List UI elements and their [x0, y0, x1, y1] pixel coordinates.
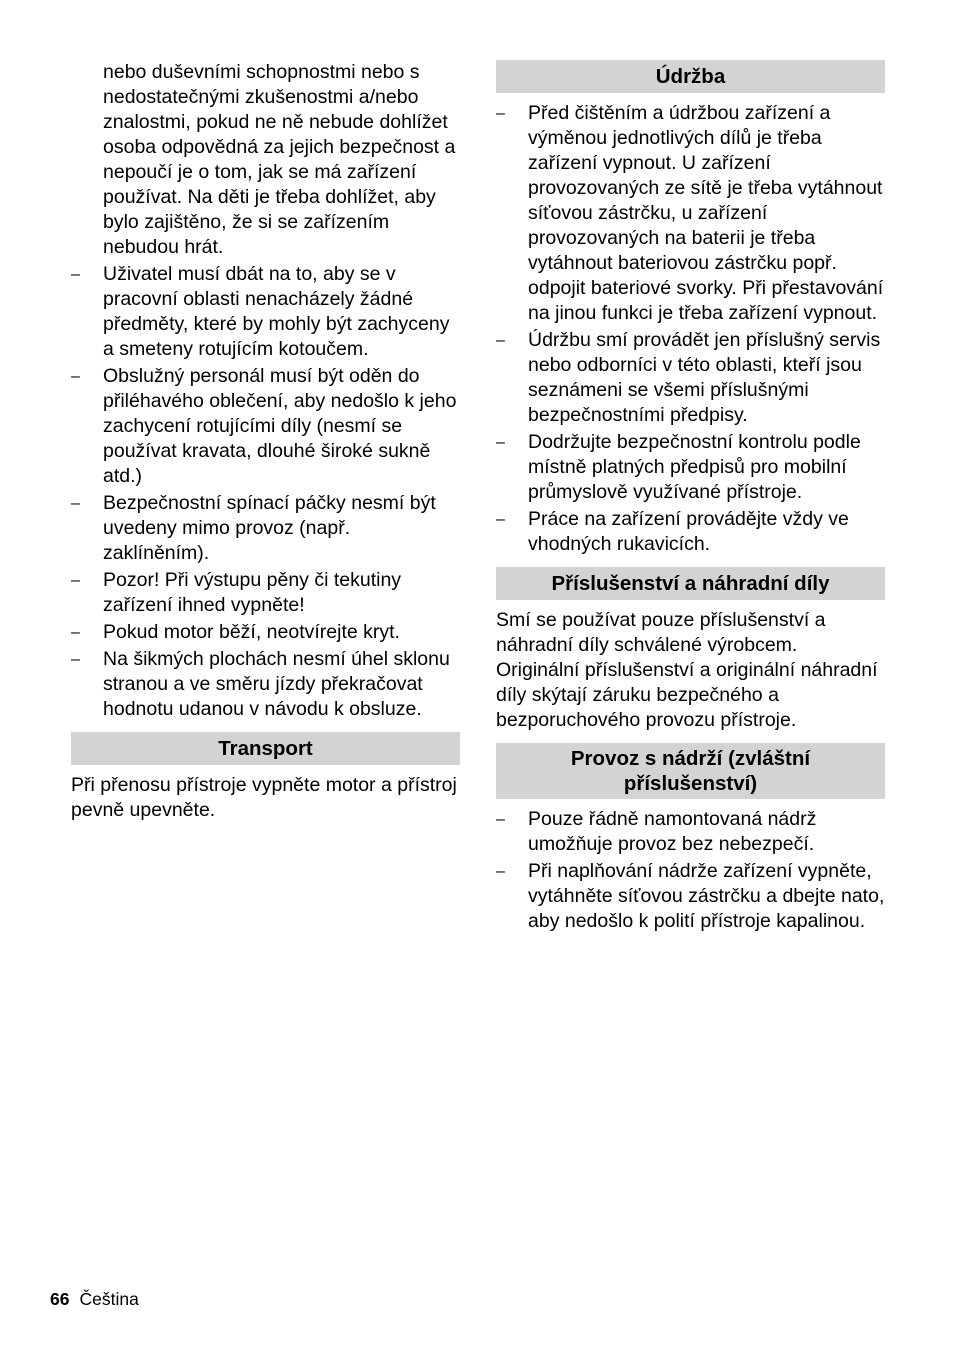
transport-heading: Transport — [71, 732, 460, 765]
list-item-text: Práce na zařízení provádějte vždy ve vhodných rukavicích. — [528, 508, 849, 555]
bullet-dash: – — [71, 495, 80, 512]
tank-list — [496, 807, 885, 934]
page-number: 66 — [50, 1289, 70, 1309]
page-footer — [50, 1288, 139, 1310]
list-item — [71, 620, 460, 645]
bullet-dash: – — [71, 624, 80, 641]
list-item-text: Na šikmých plochách nesmí úhel sklonu stranou a ve směru jízdy překračovat hodnotu udanou v návodu k obsluze. — [103, 648, 450, 720]
maintenance-heading: Údržba — [496, 60, 885, 93]
list-item-text: Pouze řádně namontovaná nádrž umožňuje provoz bez nebezpečí. — [528, 808, 817, 855]
list-item — [71, 568, 460, 618]
list-item — [496, 859, 885, 934]
bullet-dash: – — [496, 105, 505, 122]
safety-list — [71, 262, 460, 722]
bullet-dash: – — [496, 332, 505, 349]
continuation-paragraph: nebo duševními schopnostmi nebo s nedostatečnými zkušenostmi a/nebo znalostmi, pokud ne ně nebude dohlížet osoba odpovědná za jejich bezpečnost a nepoučí je o tom, jak se má zařízení používat. Na děti je třeba dohlížet, aby bylo zajištěno, že si se zařízením nebudou hrát. — [103, 61, 456, 258]
maintenance-list — [496, 101, 885, 557]
accessories-paragraph: Smí se používat pouze příslušenství a náhradní díly schválené výrobcem. Originální příslušenství a originální náhradní díly skýtají záruku bezpečného a bezporuchového provozu přístroje. — [496, 609, 878, 731]
bullet-dash: – — [71, 368, 80, 385]
bullet-dash: – — [71, 266, 80, 283]
transport-paragraph: Při přenosu přístroje vypněte motor a přístroj pevně upevněte. — [71, 774, 457, 821]
list-item — [71, 364, 460, 489]
bullet-dash: – — [496, 434, 505, 451]
list-item-text: Před čištěním a údržbou zařízení a výměnou jednotlivých dílů je třeba zařízení vypnout. U zařízení provozovaných ze sítě je třeba vytáhnout síťovou zástrčku, u zařízení provozovaných na baterii je třeba vytáhnout bateriovou zástrčku popř. odpojit bateriové svorky. Při přestavování na jinou funkci je třeba zařízení vypnout. — [528, 102, 884, 324]
right-column — [496, 60, 885, 934]
tank-heading: Provoz s nádrží (zvláštní příslušenství) — [496, 743, 885, 799]
list-item — [496, 507, 885, 557]
list-item-text: Při naplňování nádrže zařízení vypněte, vytáhněte síťovou zástrčku a dbejte nato, aby nedošlo k polití přístroje kapalinou. — [528, 860, 885, 932]
list-item-text: Dodržujte bezpečnostní kontrolu podle místně platných předpisů pro mobilní průmyslově využívané přístroje. — [528, 431, 861, 503]
list-item — [71, 491, 460, 566]
bullet-dash: – — [496, 811, 505, 828]
list-item — [496, 101, 885, 326]
list-item-text: Uživatel musí dbát na to, aby se v pracovní oblasti nenacházely žádné předměty, které by mohly být zachyceny a smeteny rotujícím kotoučem. — [103, 263, 450, 360]
bullet-dash: – — [496, 863, 505, 880]
list-item — [496, 328, 885, 428]
footer-language: Čeština — [79, 1289, 139, 1309]
list-item-text: Pozor! Při výstupu pěny či tekutiny zařízení ihned vypněte! — [103, 569, 402, 616]
list-item — [496, 430, 885, 505]
list-item — [496, 807, 885, 857]
accessories-heading: Příslušenství a náhradní díly — [496, 567, 885, 600]
bullet-dash: – — [71, 651, 80, 668]
bullet-dash: – — [71, 572, 80, 589]
list-item — [71, 262, 460, 362]
list-item-text: Údržbu smí provádět jen příslušný servis nebo odborníci v této oblasti, kteří jsou seznámeni se všemi příslušnými bezpečnostními předpisy. — [528, 329, 881, 426]
list-item-text: Obslužný personál musí být oděn do přiléhavého oblečení, aby nedošlo k jeho zachycení rotujícími díly (nesmí se používat kravata, dlouhé široké sukně atd.) — [103, 365, 457, 487]
bullet-dash: – — [496, 511, 505, 528]
left-column — [71, 60, 460, 823]
list-item-text: Pokud motor běží, neotvírejte kryt. — [103, 621, 400, 643]
list-item-text: Bezpečnostní spínací páčky nesmí být uvedeny mimo provoz (např. zaklíněním). — [103, 492, 436, 564]
list-item — [71, 647, 460, 722]
